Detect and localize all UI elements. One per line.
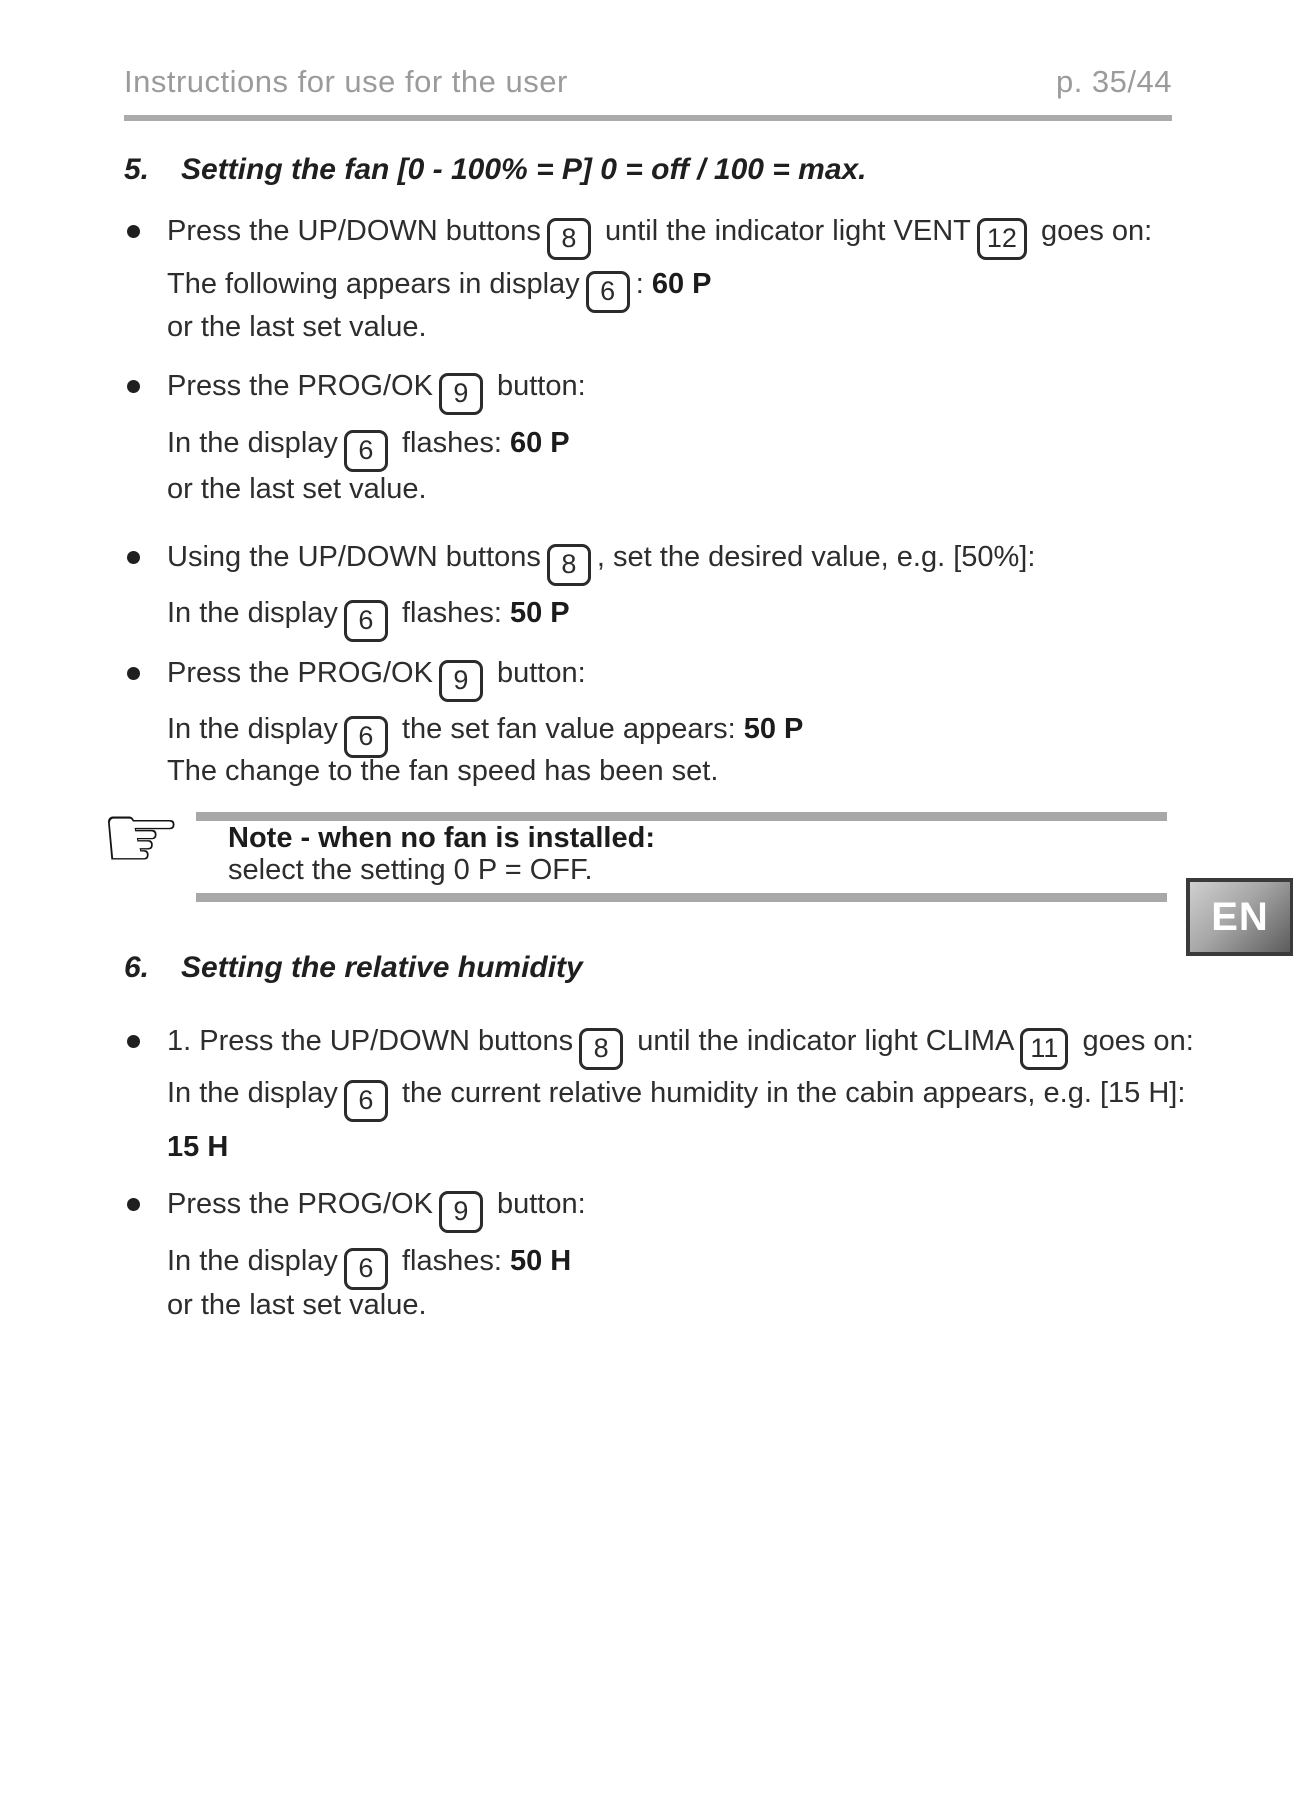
instruction-line: [167, 469, 427, 509]
text-segment: button:: [488, 1188, 586, 1220]
note-body: select the setting 0 P = OFF.: [228, 854, 593, 886]
section-number: 5.: [124, 153, 150, 186]
header-rule: [124, 115, 1172, 121]
section-5-heading: [124, 153, 867, 187]
text-segment: flashes:: [393, 1245, 510, 1277]
language-tab: [1186, 878, 1293, 956]
section-number: 6.: [124, 951, 150, 984]
instruction-line: [167, 751, 718, 791]
display-value: 50 P: [509, 597, 570, 629]
section-title: Setting the relative humidity: [181, 951, 583, 984]
text-segment: or the last set value.: [167, 473, 427, 505]
keycap-8: 8: [547, 544, 591, 586]
keycap-9: 9: [439, 1191, 483, 1233]
keycap-6: 6: [344, 1248, 388, 1290]
text-segment: Using the UP/DOWN buttons: [167, 541, 541, 573]
text-segment: or the last set value.: [167, 1289, 427, 1321]
language-tab-label: EN: [1211, 894, 1269, 939]
text-segment: The change to the fan speed has been set.: [167, 755, 719, 787]
keycap-6: 6: [344, 716, 388, 758]
instruction-line: [167, 307, 427, 347]
text-segment: the current relative humidity in the cabin appears, e.g. [15 H]:: [393, 1077, 1186, 1109]
display-value: 60 P: [509, 427, 570, 459]
keycap-9: 9: [439, 660, 483, 702]
text-segment: :: [635, 268, 652, 300]
bullet-icon: [127, 225, 140, 238]
instruction-line: [167, 1241, 571, 1290]
note-bottom-bar: [196, 893, 1167, 902]
text-segment: or the last set value.: [167, 311, 427, 343]
display-value: 50 H: [509, 1245, 572, 1277]
keycap-6: 6: [344, 1080, 388, 1122]
bullet-icon: [127, 1198, 140, 1211]
instruction-line: [167, 1021, 1194, 1070]
instruction-line: [167, 1184, 586, 1233]
text-segment: until the indicator light CLIMA: [629, 1025, 1015, 1057]
bullet-icon: [127, 380, 140, 393]
text-segment: until the indicator light VENT: [596, 215, 971, 247]
keycap-12: 12: [977, 218, 1027, 260]
text-segment: button:: [488, 657, 586, 689]
keycap-6: 6: [344, 430, 388, 472]
instruction-line: [167, 1127, 228, 1167]
display-value: 15 H: [167, 1131, 229, 1163]
text-segment: flashes:: [393, 597, 510, 629]
keycap-6: 6: [344, 600, 388, 642]
text-segment: button:: [488, 370, 586, 402]
text-segment: 1. Press the UP/DOWN buttons: [167, 1025, 574, 1057]
text-segment: In the display: [167, 597, 338, 629]
instruction-line: [167, 211, 1152, 260]
text-segment: Press the PROG/OK: [167, 657, 433, 689]
text-segment: Press the PROG/OK: [167, 1188, 433, 1220]
note-title: Note - when no fan is installed:: [228, 822, 655, 854]
text-segment: The following appears in display: [167, 268, 580, 300]
page-header-title: Instructions for use for the user: [124, 64, 568, 99]
section-title: Setting the fan [0 - 100% = P] 0 = off / 100 = max.: [181, 153, 867, 186]
bullet-icon: [127, 1035, 140, 1048]
bullet-icon: [127, 667, 140, 680]
text-segment: goes on:: [1074, 1025, 1194, 1057]
instruction-line: [167, 537, 1035, 586]
text-segment: In the display: [167, 1077, 338, 1109]
text-segment: the set fan value appears:: [393, 713, 744, 745]
display-value: 60 P: [651, 268, 712, 300]
section-6-heading: [124, 951, 583, 985]
text-segment: goes on:: [1032, 215, 1153, 247]
instruction-line: [167, 1073, 1185, 1122]
bullet-icon: [127, 551, 140, 564]
keycap-8: 8: [579, 1028, 623, 1070]
text-segment: , set the desired value, e.g. [50%]:: [596, 541, 1036, 573]
instruction-line: [167, 1285, 427, 1325]
text-segment: In the display: [167, 427, 338, 459]
keycap-6: 6: [586, 271, 630, 313]
text-segment: Press the PROG/OK: [167, 370, 433, 402]
keycap-9: 9: [439, 373, 483, 415]
instruction-line: [167, 366, 586, 415]
instruction-line: [167, 653, 586, 702]
instruction-line: [167, 593, 570, 642]
text-segment: In the display: [167, 1245, 338, 1277]
pointing-hand-icon: ☞: [100, 784, 183, 891]
keycap-11: 11: [1020, 1028, 1068, 1070]
instruction-line: [167, 264, 711, 313]
text-segment: Press the UP/DOWN buttons: [167, 215, 541, 247]
keycap-8: 8: [547, 218, 591, 260]
text-segment: flashes:: [393, 427, 510, 459]
instruction-line: [167, 423, 570, 472]
display-value: 50 P: [743, 713, 804, 745]
page-number: p. 35/44: [1055, 64, 1172, 99]
text-segment: In the display: [167, 713, 338, 745]
